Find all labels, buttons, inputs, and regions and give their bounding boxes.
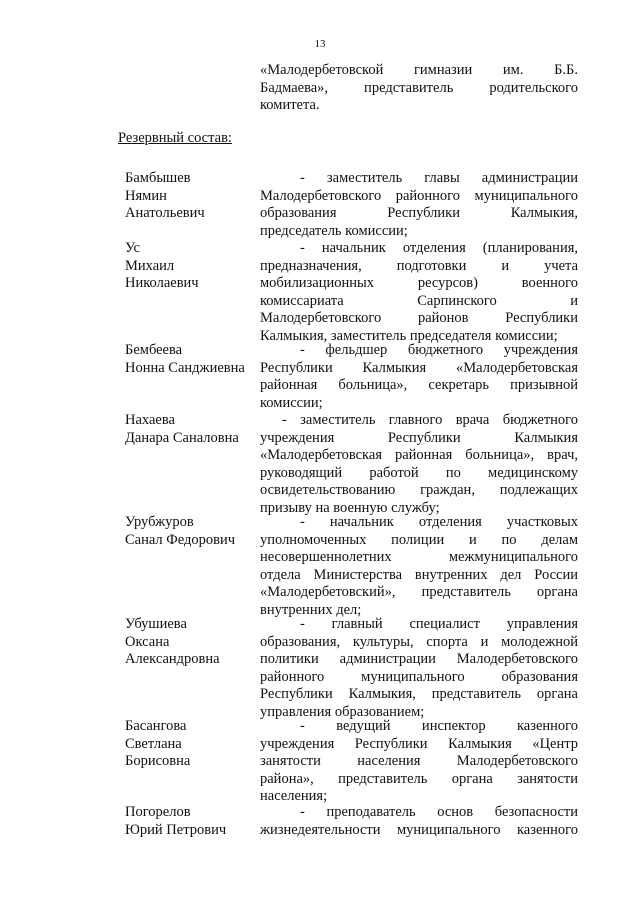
name-line: Басангова bbox=[125, 718, 187, 734]
role-line: «Малодербетовская районная больница», врач, bbox=[260, 447, 578, 463]
role-line: комиссии; bbox=[260, 394, 323, 411]
name-line: Нямин bbox=[125, 187, 167, 204]
name-line: Убушиева bbox=[125, 616, 187, 632]
role-line: учреждения Республики Калмыкия bbox=[260, 429, 578, 446]
name-line: Борисовна bbox=[125, 753, 191, 769]
role-line: Республики Калмыкия, представитель органа bbox=[260, 686, 578, 702]
role-line: Калмыкия, заместитель председателя комиссии; bbox=[260, 327, 558, 344]
name-line: Данара Саналовна bbox=[125, 429, 239, 446]
name-line: Санал Федорович bbox=[125, 531, 236, 548]
role-line: занятости населения Малодербетовского bbox=[260, 753, 578, 769]
name-line: Светлана bbox=[125, 735, 182, 752]
member-role bbox=[260, 240, 578, 345]
member-name bbox=[125, 412, 255, 447]
name-line: Бамбышев bbox=[125, 170, 191, 186]
role-line: несовершеннолетних межмуниципального bbox=[260, 549, 578, 565]
member-role bbox=[260, 342, 578, 412]
role-line: «Малодербетовский», представитель органа bbox=[260, 584, 578, 600]
role-line: внутренних дел; bbox=[260, 601, 362, 618]
role-line: - заместитель главного врача бюджетного bbox=[282, 412, 578, 428]
name-line: Бембеева bbox=[125, 342, 183, 358]
text-line: «Малодербетовской гимназии им. Б.Б. bbox=[260, 62, 578, 78]
role-line: - начальник отделения участковых bbox=[300, 514, 578, 530]
role-line: Малодербетовского районного муниципального bbox=[260, 187, 578, 204]
role-line: Малодербетовского районов Республики bbox=[260, 310, 578, 326]
text-line: комитета. bbox=[260, 97, 320, 113]
role-line: - преподаватель основ безопасности bbox=[300, 804, 578, 820]
member-name bbox=[125, 240, 255, 293]
member-role bbox=[260, 412, 578, 517]
role-line: района», представитель органа занятости bbox=[260, 770, 578, 787]
reserve-heading: Резервный состав: bbox=[118, 130, 232, 146]
role-line: жизнедеятельности муниципального казенного bbox=[260, 821, 578, 838]
member-name bbox=[125, 616, 255, 669]
name-line: Нонна Санджиевна bbox=[125, 359, 245, 376]
role-line: предназначения, подготовки и учета bbox=[260, 257, 578, 274]
role-line: руководящий работой по медицинскому bbox=[260, 464, 578, 481]
name-line: Ус bbox=[125, 240, 140, 256]
role-line: призыву на военную службу; bbox=[260, 499, 440, 516]
role-line: политики администрации Малодербетовского bbox=[260, 651, 578, 667]
role-line: - главный специалист управления bbox=[300, 616, 578, 632]
role-line: учреждения Республики Калмыкия «Центр bbox=[260, 735, 578, 752]
page-number: 13 bbox=[314, 38, 326, 50]
role-line: отдела Министерства внутренних дел России bbox=[260, 566, 578, 583]
member-role bbox=[260, 804, 578, 839]
role-line: мобилизационных ресурсов) военного bbox=[260, 275, 578, 291]
role-line: комиссариата Сарпинского и bbox=[260, 292, 578, 309]
name-line: Николаевич bbox=[125, 275, 199, 291]
name-line: Погорелов bbox=[125, 804, 191, 820]
member-name bbox=[125, 342, 255, 377]
role-line: управления образованием; bbox=[260, 703, 425, 720]
member-role bbox=[260, 170, 578, 240]
role-line: образования Республики Калмыкия, bbox=[260, 205, 578, 221]
name-line: Нахаева bbox=[125, 412, 175, 428]
role-line: председатель комиссии; bbox=[260, 222, 408, 239]
name-line: Александровна bbox=[125, 651, 220, 667]
member-name bbox=[125, 718, 255, 771]
member-name bbox=[125, 170, 255, 223]
role-line: уполномоченных полиции и по делам bbox=[260, 531, 578, 548]
role-line: - заместитель главы администрации bbox=[300, 170, 578, 186]
name-line: Юрий Петрович bbox=[125, 821, 227, 838]
member-role bbox=[260, 514, 578, 619]
name-line: Оксана bbox=[125, 633, 170, 650]
role-line: - ведущий инспектор казенного bbox=[300, 718, 578, 734]
member-name bbox=[125, 514, 255, 549]
role-line: Республики Калмыкия «Малодербетовская bbox=[260, 359, 578, 376]
role-line: освидетельствованию граждан, подлежащих bbox=[260, 482, 578, 498]
name-line: Анатольевич bbox=[125, 205, 205, 221]
role-line: образования, культуры, спорта и молодежной bbox=[260, 633, 578, 650]
role-line: - фельдшер бюджетного учреждения bbox=[300, 342, 578, 358]
role-line: районная больница», секретарь призывной bbox=[260, 377, 578, 393]
member-name bbox=[125, 804, 255, 839]
role-line: районного муниципального образования bbox=[260, 668, 578, 685]
role-line: населения; bbox=[260, 788, 328, 804]
name-line: Михаил bbox=[125, 257, 175, 274]
text-line: Бадмаева», представитель родительского bbox=[260, 79, 578, 96]
member-role bbox=[260, 718, 578, 806]
role-line: - начальник отделения (планирования, bbox=[300, 240, 578, 256]
name-line: Урубжуров bbox=[125, 514, 194, 530]
member-role bbox=[260, 616, 578, 721]
continued-paragraph bbox=[260, 62, 578, 115]
